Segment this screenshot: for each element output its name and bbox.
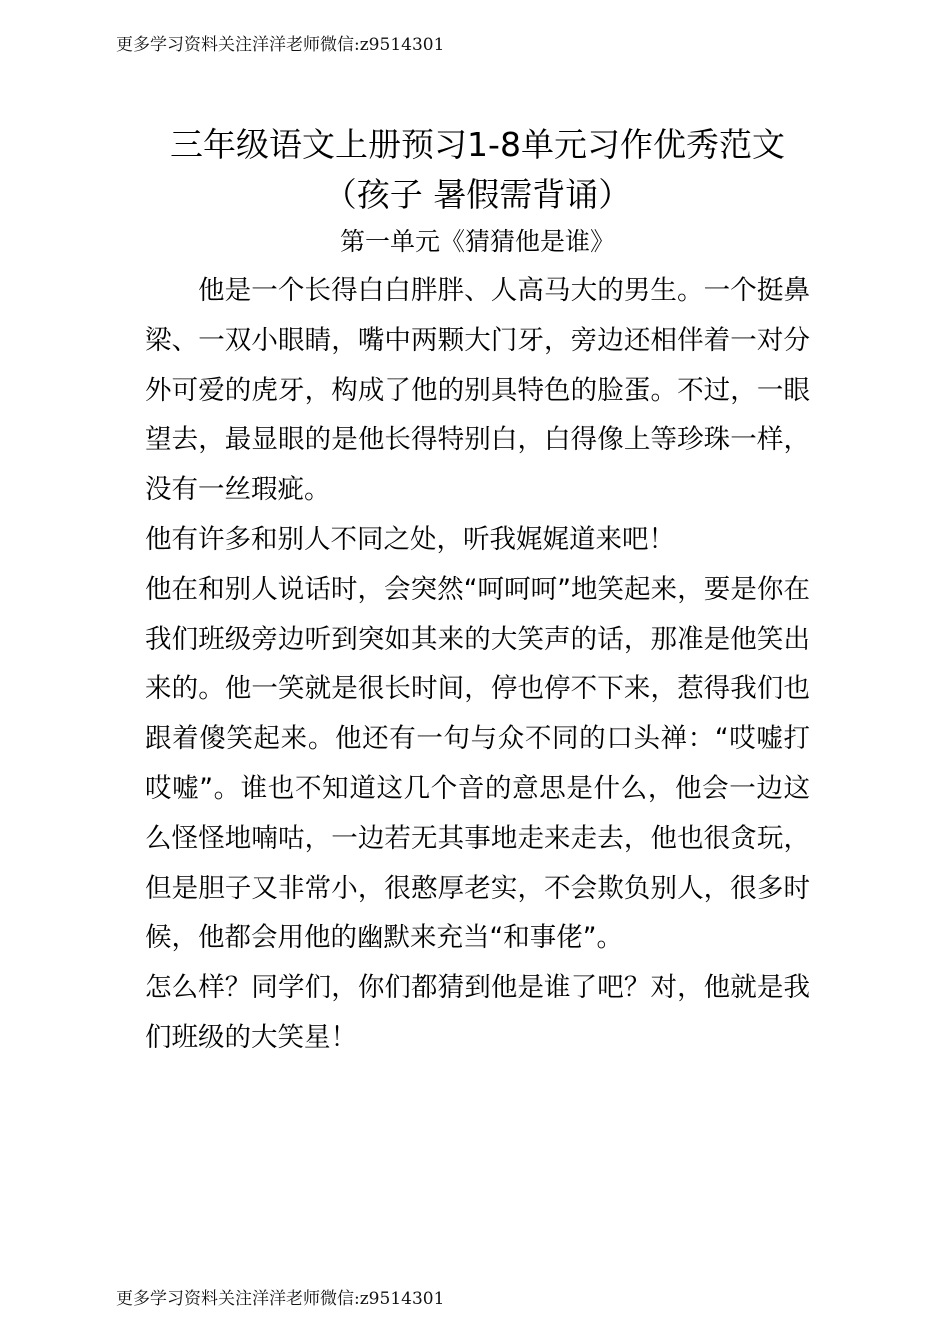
paragraph: 他在和别人说话时，会突然“呵呵呵”地笑起来，要是你在我们班级旁边听到突如其来的大笑声的话，那准是他笑出来的。他一笑就是很长时间，停也停不下来，惹得我们也跟着傻笑起来。他还有一句与众不同的口头禅：“哎嘘打哎嘘”。谁也不知道这几个音的意思是什么，他会一边这么怪怪地喃咕，一边若无其事地走来走去，他也很贪玩，但是胆子又非常小，很憨厚老实，不会欺负别人，很多时候，他都会用他的幽默来充当“和事佬”。	[145, 573, 810, 954]
document-title-line-1: 三年级语文上册预习1-8单元习作优秀范文	[170, 125, 785, 164]
paragraph: 他是一个长得白白胖胖、人高马大的男生。一个挺鼻梁、一双小眼睛，嘴中两颗大门牙，旁边还相伴着一对分外可爱的虎牙，构成了他的别具特色的脸蛋。不过，一眼望去，最显眼的是他长得特别白，白得像上等珍珠一样，没有一丝瑕疵。	[145, 275, 810, 506]
document-title	[145, 120, 810, 220]
paragraph: 怎么样？同学们，你们都猜到他是谁了吧？对，他就是我们班级的大笑星！	[145, 972, 810, 1053]
header-note: 更多学习资料关注洋洋老师微信:z9514301	[116, 35, 445, 55]
footer-note: 更多学习资料关注洋洋老师微信:z9514301	[116, 1289, 445, 1309]
paragraph: 他有许多和别人不同之处，听我娓娓道来吧！	[145, 523, 675, 555]
document-title-line-2: （孩子 暑假需背诵）	[323, 175, 632, 214]
document-body	[145, 120, 810, 1063]
section-title: 第一单元《猜猜他是谁》	[339, 227, 615, 256]
